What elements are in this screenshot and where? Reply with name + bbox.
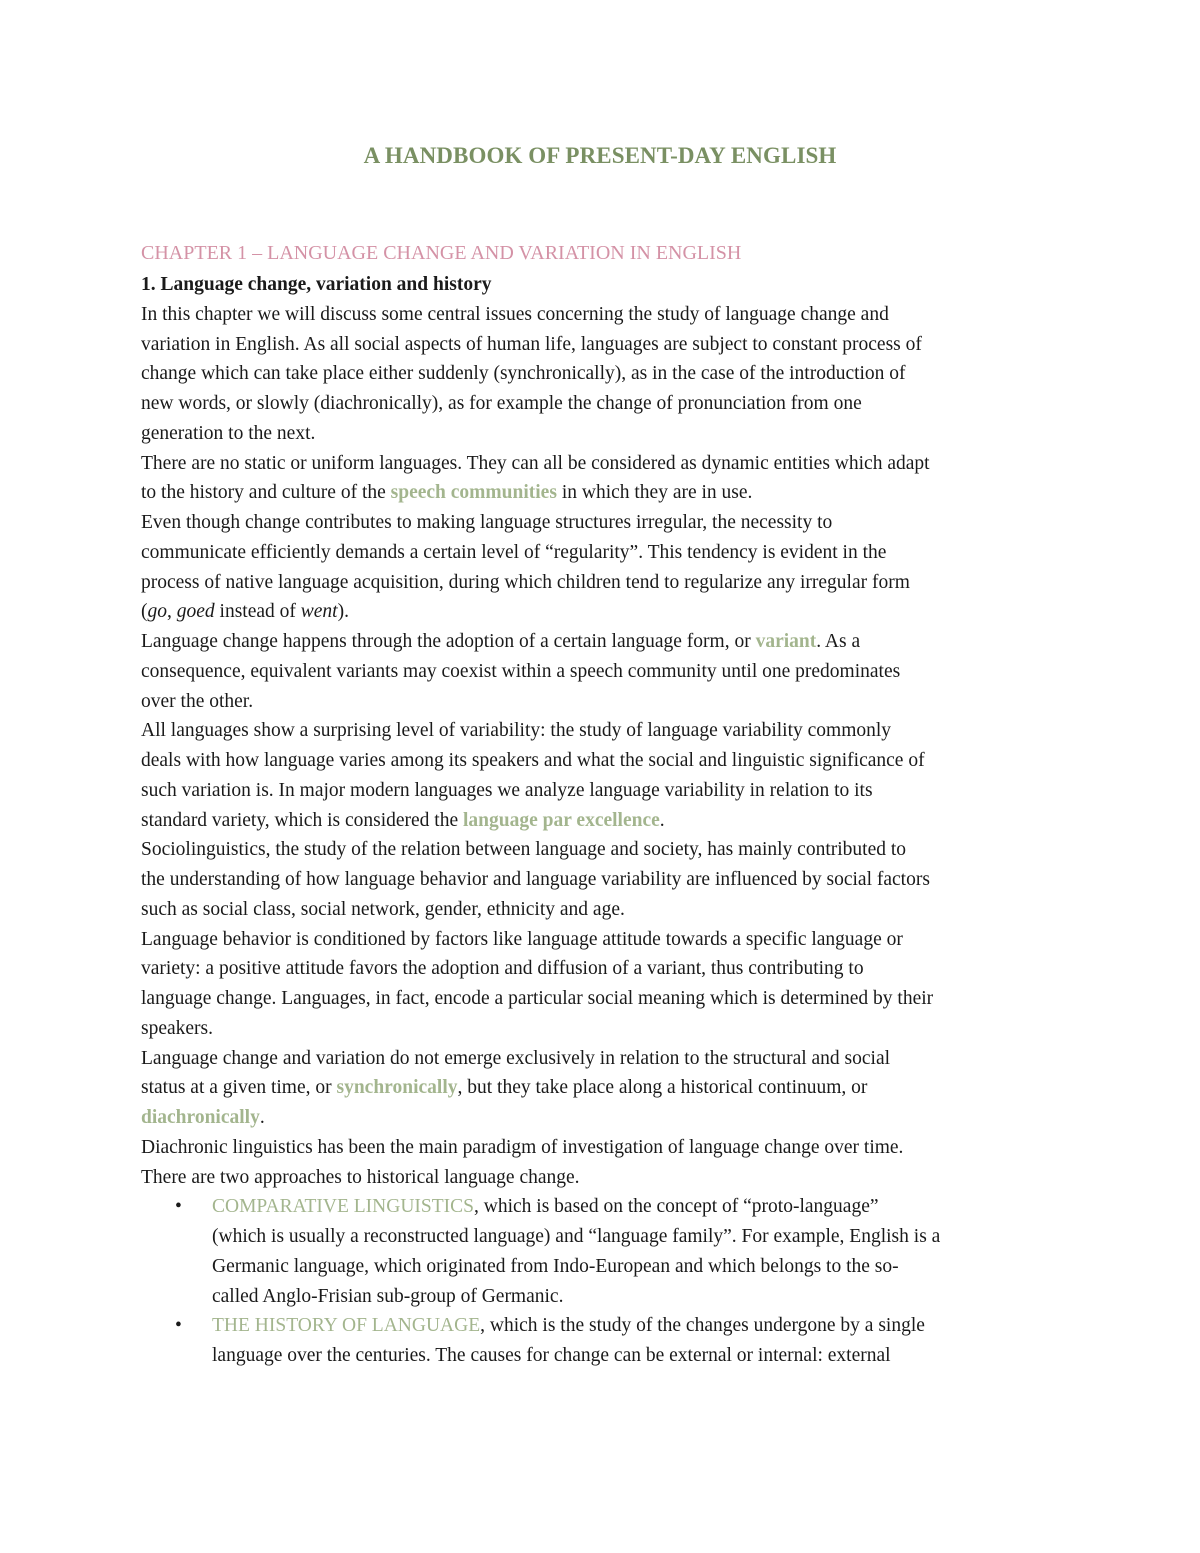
bullet-line: (which is usually a reconstructed language) and “language family”. For example, English is a bbox=[212, 1226, 941, 1247]
bullet-heading: THE HISTORY OF LANGUAGE bbox=[212, 1315, 481, 1337]
text-run: status at a given time, or bbox=[141, 1077, 337, 1099]
key-term: language par excellence bbox=[463, 809, 660, 831]
bullet-item bbox=[141, 1311, 1071, 1371]
bullet-line: language over the centuries. The causes for change can be external or internal: external bbox=[212, 1345, 891, 1366]
key-term: speech communities bbox=[390, 482, 557, 504]
bullet-line bbox=[141, 1311, 1071, 1341]
paragraph-line: Even though change contributes to making language structures irregular, the necessity to bbox=[141, 512, 833, 533]
bullet-line: Germanic language, which originated from Indo-European and which belongs to the so- bbox=[212, 1255, 899, 1277]
paragraph-line bbox=[141, 478, 1071, 508]
bullet-marker: • bbox=[175, 1196, 182, 1218]
text-run: in which they are in use. bbox=[556, 482, 753, 504]
paragraph-line: There are no static or uniform languages. They can all be considered as dynamic entities which adapt bbox=[141, 452, 930, 474]
chapter-heading: CHAPTER 1 – LANGUAGE CHANGE AND VARIATION IN ENGLISH bbox=[141, 242, 742, 264]
text-run: instead of bbox=[214, 601, 301, 623]
italic-term: went bbox=[300, 601, 338, 623]
paragraph-line: In this chapter we will discuss some central issues concerning the study of language change and bbox=[141, 303, 889, 325]
italic-term: go bbox=[147, 601, 167, 623]
text-run: , which is the study of the changes undergone by a single bbox=[480, 1315, 925, 1337]
paragraph-line bbox=[141, 806, 1071, 836]
paragraph-line: process of native language acquisition, during which children tend to regularize any irregular form bbox=[141, 571, 910, 593]
text-run: standard variety, which is considered the bbox=[141, 809, 464, 831]
paragraph-line: generation to the next. bbox=[141, 422, 316, 444]
text-run: ( bbox=[141, 601, 148, 623]
bullet-marker: • bbox=[175, 1315, 182, 1337]
paragraph-line: variation in English. As all social aspects of human life, languages are subject to constant process of bbox=[141, 333, 922, 355]
paragraph-line: the understanding of how language behavior and language variability are influenced by social factors bbox=[141, 869, 930, 890]
paragraph-line: over the other. bbox=[141, 690, 254, 712]
bullet-line: called Anglo-Frisian sub-group of Germanic. bbox=[212, 1285, 564, 1307]
paragraph-line: language change. Languages, in fact, encode a particular social meaning which is determined by their bbox=[141, 988, 934, 1009]
bullet-heading: COMPARATIVE LINGUISTICS bbox=[212, 1196, 475, 1218]
bullet-line bbox=[141, 1192, 1071, 1222]
text-run: to the history and culture of the bbox=[141, 482, 391, 504]
paragraph-line bbox=[141, 597, 1071, 627]
document-body bbox=[141, 270, 1071, 1371]
document-title: A HANDBOOK OF PRESENT-DAY ENGLISH bbox=[363, 143, 837, 168]
text-run: , which is based on the concept of “proto-language” bbox=[474, 1196, 879, 1218]
paragraph-line: Diachronic linguistics has been the main paradigm of investigation of language change over time. bbox=[141, 1136, 904, 1158]
paragraph-line: deals with how language varies among its speakers and what the social and linguistic significance of bbox=[141, 750, 925, 771]
key-term: diachronically bbox=[141, 1107, 260, 1128]
italic-term: goed bbox=[176, 601, 215, 623]
text-run: Language change happens through the adoption of a certain language form, or bbox=[141, 631, 756, 652]
text-run: . bbox=[659, 809, 665, 831]
text-run: , but they take place along a historical continuum, or bbox=[457, 1077, 868, 1099]
bullet-list bbox=[141, 1192, 1071, 1371]
paragraph-line bbox=[141, 1073, 1071, 1103]
bullet-item bbox=[141, 1192, 1071, 1311]
paragraph-line bbox=[141, 627, 1071, 657]
key-term: variant bbox=[755, 631, 817, 652]
paragraph-line: consequence, equivalent variants may coexist within a speech community until one predominates bbox=[141, 660, 901, 682]
text-run: . bbox=[259, 1107, 265, 1128]
paragraph-line: communicate efficiently demands a certain level of “regularity”. This tendency is evident in the bbox=[141, 541, 887, 563]
text-run: . As a bbox=[816, 631, 861, 652]
paragraph-line: All languages show a surprising level of variability: the study of language variability commonly bbox=[141, 720, 892, 742]
key-term: synchronically bbox=[336, 1077, 458, 1099]
text-run: , bbox=[167, 601, 177, 623]
paragraph-line: Language change and variation do not emerge exclusively in relation to the structural and social bbox=[141, 1047, 891, 1069]
paragraph-line: Sociolinguistics, the study of the relation between language and society, has mainly contributed to bbox=[141, 839, 907, 861]
paragraph-line: change which can take place either suddenly (synchronically), as in the case of the introduction of bbox=[141, 363, 906, 385]
section-heading: 1. Language change, variation and history bbox=[141, 274, 492, 295]
paragraph-line: such variation is. In major modern languages we analyze language variability in relation to its bbox=[141, 779, 873, 801]
paragraph-line: There are two approaches to historical language change. bbox=[141, 1166, 580, 1188]
paragraph-line bbox=[141, 1103, 1071, 1133]
paragraph-line: variety: a positive attitude favors the adoption and diffusion of a variant, thus contributing to bbox=[141, 958, 864, 980]
paragraph-line: speakers. bbox=[141, 1017, 214, 1039]
paragraph-line: such as social class, social network, gender, ethnicity and age. bbox=[141, 898, 625, 920]
paragraph-line: new words, or slowly (diachronically), as for example the change of pronunciation from one bbox=[141, 393, 862, 414]
paragraph-line: Language behavior is conditioned by factors like language attitude towards a specific language or bbox=[141, 928, 903, 950]
text-run: ). bbox=[337, 601, 349, 623]
